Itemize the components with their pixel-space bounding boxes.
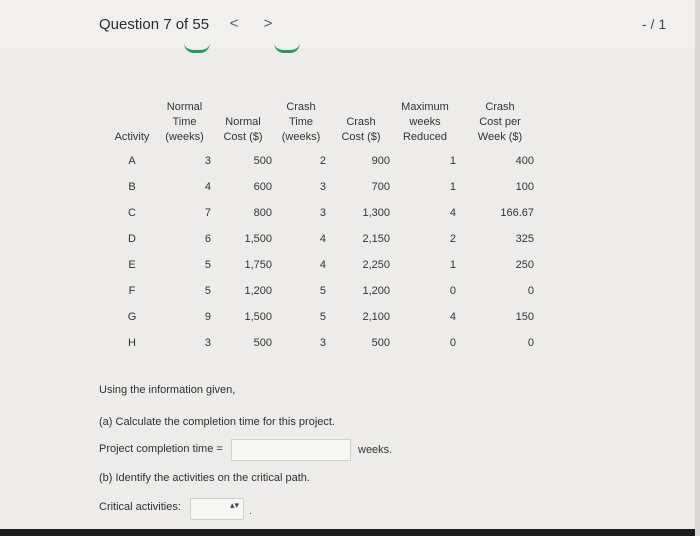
cell-normal-cost: 1,500 — [244, 233, 272, 245]
cell-activity: E — [128, 259, 136, 271]
cell-crash-time: 2 — [319, 155, 326, 167]
cell-max-weeks-reduced: 0 — [449, 337, 456, 349]
table-header-row — [106, 100, 538, 148]
table-row — [106, 330, 538, 356]
header-activity: Activity — [114, 131, 150, 143]
cell-crash-cost: 1,200 — [362, 285, 390, 297]
cell-crash-time: 4 — [319, 233, 326, 245]
cell-activity: B — [128, 181, 136, 193]
cell-crash-cost-per-week: 0 — [527, 337, 534, 349]
cell-crash-cost: 2,150 — [362, 233, 390, 245]
cell-crash-cost-per-week: 100 — [515, 181, 534, 193]
cell-crash-cost: 2,100 — [362, 311, 390, 323]
question-header — [0, 0, 700, 48]
cell-max-weeks-reduced: 1 — [449, 155, 456, 167]
screen-right-edge — [695, 0, 700, 536]
cell-crash-cost-per-week: 166.67 — [500, 207, 534, 219]
table-row — [106, 174, 538, 200]
header-normal-cost: Normal Cost ($) — [223, 116, 263, 143]
cell-crash-cost: 2,250 — [362, 259, 390, 271]
cell-normal-cost: 1,200 — [244, 285, 272, 297]
part-b-prompt: (b) Identify the activities on the critical path. — [99, 472, 310, 484]
cell-normal-time: 4 — [204, 181, 211, 193]
critical-activities-select[interactable] — [190, 498, 244, 520]
cell-normal-cost: 800 — [253, 207, 272, 219]
cell-crash-time: 3 — [319, 181, 326, 193]
completion-time-input[interactable] — [231, 439, 351, 461]
cell-normal-time: 7 — [204, 207, 211, 219]
table-row — [106, 278, 538, 304]
cell-max-weeks-reduced: 2 — [449, 233, 456, 245]
cell-crash-cost-per-week: 0 — [527, 285, 534, 297]
table-row — [106, 148, 538, 174]
cell-crash-cost-per-week: 150 — [515, 311, 534, 323]
cell-normal-time: 6 — [204, 233, 211, 245]
cell-crash-cost: 1,300 — [362, 207, 390, 219]
cell-max-weeks-reduced: 0 — [449, 285, 456, 297]
cell-normal-time: 5 — [204, 259, 211, 271]
cell-normal-cost: 600 — [253, 181, 272, 193]
question-counter: Question 7 of 55 — [99, 16, 210, 33]
cell-normal-cost: 500 — [253, 155, 272, 167]
table-row — [106, 252, 538, 278]
part-a-prompt: (a) Calculate the completion time for this project. — [99, 416, 335, 428]
cell-normal-time: 5 — [204, 285, 211, 297]
select-arrows-icon: ▴▾ — [229, 500, 239, 510]
score-indicator: - / 1 — [642, 16, 667, 32]
cell-normal-time: 9 — [204, 311, 211, 323]
table-row — [106, 304, 538, 330]
cell-activity: F — [128, 285, 136, 297]
cell-max-weeks-reduced: 1 — [449, 259, 456, 271]
header-max-weeks-reduced: Maximum weeks Reduced — [401, 101, 449, 143]
table-row — [106, 226, 538, 252]
completion-time-unit: weeks. — [358, 444, 393, 456]
cell-crash-cost-per-week: 400 — [515, 155, 534, 167]
cell-crash-time: 4 — [319, 259, 326, 271]
cell-activity: G — [127, 311, 137, 323]
cell-crash-cost: 900 — [371, 155, 390, 167]
cell-activity: A — [128, 155, 136, 167]
cell-crash-cost-per-week: 250 — [515, 259, 534, 271]
cell-max-weeks-reduced: 1 — [449, 181, 456, 193]
header-crash-cost: Crash Cost ($) — [341, 116, 381, 143]
next-question-button[interactable]: > — [263, 15, 273, 32]
cell-normal-cost: 1,750 — [244, 259, 272, 271]
cell-max-weeks-reduced: 4 — [449, 311, 456, 323]
table-row — [106, 200, 538, 226]
cell-crash-time: 5 — [319, 285, 326, 297]
critical-activities-label: Critical activities: — [99, 501, 181, 513]
trailing-period: . — [249, 505, 253, 517]
cell-crash-cost-per-week: 325 — [515, 233, 534, 245]
cell-normal-cost: 500 — [253, 337, 272, 349]
cell-normal-time: 3 — [204, 155, 211, 167]
screen-bottom-edge — [0, 529, 700, 536]
completion-time-label: Project completion time = — [99, 443, 223, 455]
cell-crash-cost: 700 — [371, 181, 390, 193]
cell-activity: C — [128, 207, 136, 219]
cell-normal-time: 3 — [204, 337, 211, 349]
cell-crash-time: 3 — [319, 207, 326, 219]
cell-activity: D — [128, 233, 136, 245]
header-crash-time: Crash Time (weeks) — [281, 101, 321, 143]
previous-question-button[interactable]: < — [229, 15, 239, 32]
cell-max-weeks-reduced: 4 — [449, 207, 456, 219]
intro-text: Using the information given, — [99, 384, 236, 396]
cell-crash-time: 3 — [319, 337, 326, 349]
header-crash-cost-per-week: Crash Cost per Week ($) — [477, 101, 523, 143]
cell-activity: H — [128, 337, 136, 349]
cell-crash-time: 5 — [319, 311, 326, 323]
cell-normal-cost: 1,500 — [244, 311, 272, 323]
activity-table — [106, 100, 538, 356]
header-normal-time: Normal Time (weeks) — [165, 101, 204, 143]
cell-crash-cost: 500 — [371, 337, 390, 349]
